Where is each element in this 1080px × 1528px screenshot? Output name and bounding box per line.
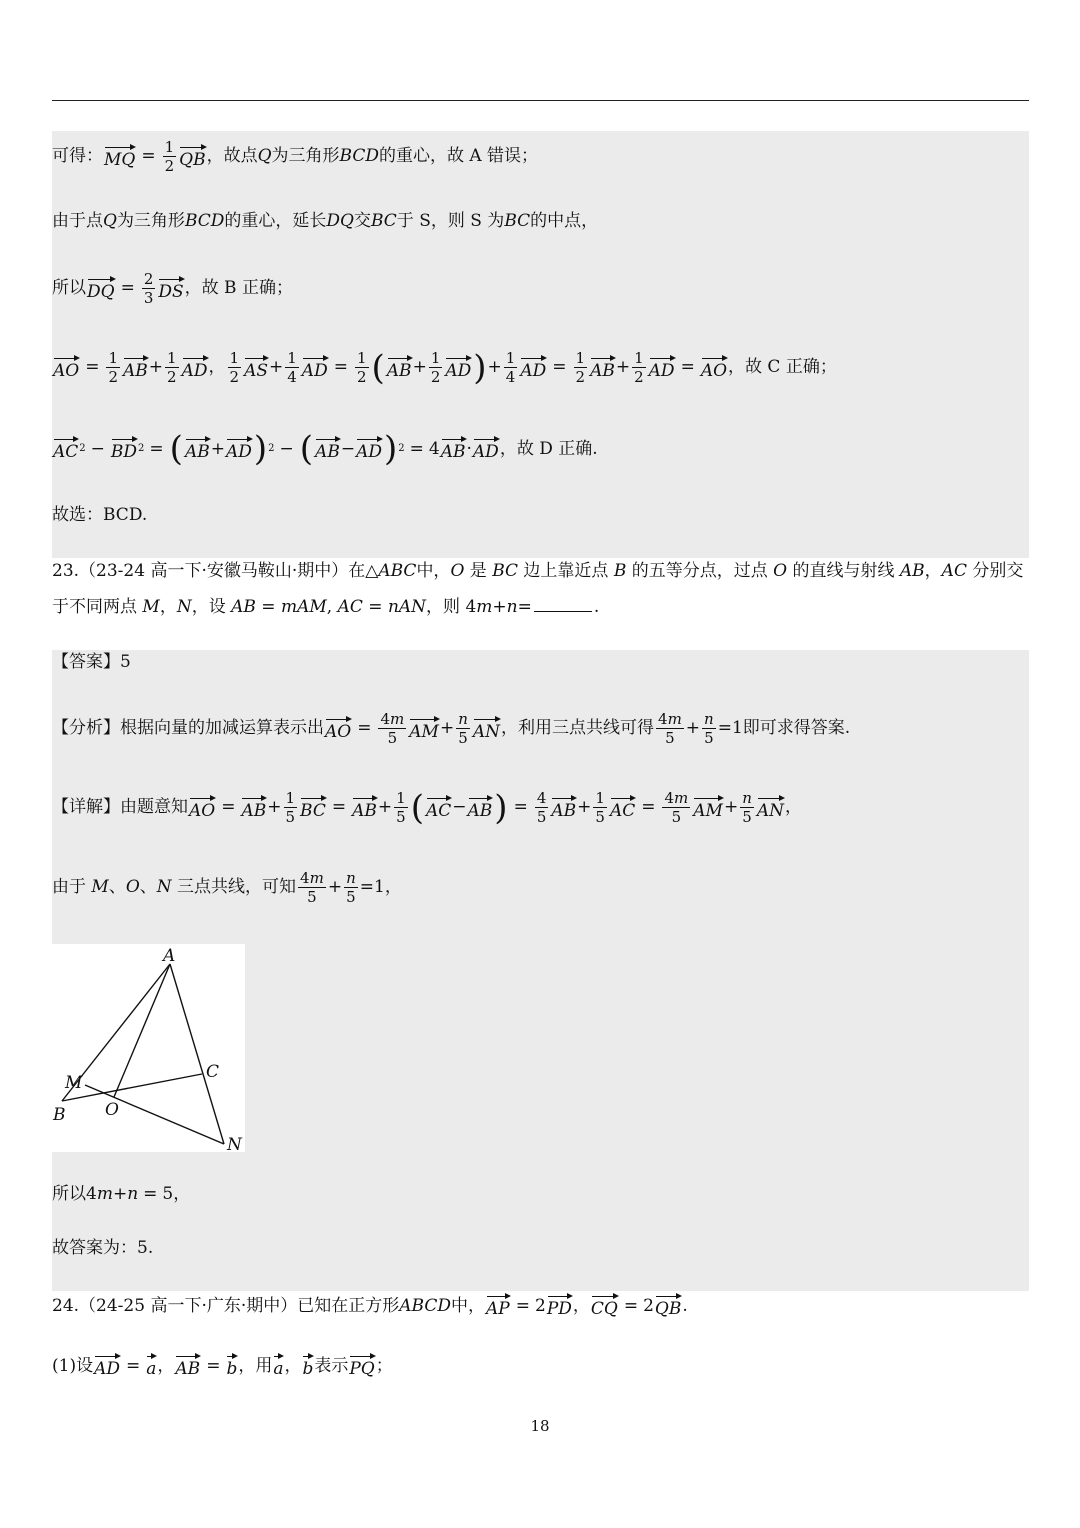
sol22-line5: AC 2 − BD 2 = ( AB + AD ) 2 − ( AB − AD ) 2 = 4 AB · AD ，故 D 正确. <box>53 429 598 469</box>
triangle-diagram <box>52 944 245 1152</box>
triangle-figure <box>52 944 245 1152</box>
question-23: 23.（23-24 高一下·安徽马鞍山·期中）在△ABC中，O 是 BC 边上靠近点 B 的五等分点，过点 O 的直线与射线 AB，AC 分别交于不同两点 M，N，设 AB = mAM, AC = nAN，则 4m+n= . <box>52 561 1024 617</box>
analysis-line: 【分析】 根据向量的加减运算表示出 AO = $\frac{4m}{5}$ AM + $\frac{n}{5}$ AN ，利用三点共线可得 $\frac{4m}{5}$ + $\frac{n}{5}$ =1 即可求得答案. <box>52 710 851 747</box>
segment-BC <box>62 1074 202 1101</box>
page-number: 18 <box>530 1417 550 1435</box>
answer-blank <box>534 595 592 612</box>
sol22-line2: 由于点 Q 为三角形 BCD 的重心，延长 DQ 交 BC 于 S，则 S 为 BC 的中点， <box>52 211 599 231</box>
segment-AO <box>114 964 170 1097</box>
header-rule <box>52 100 1029 101</box>
label-A: A <box>163 946 176 966</box>
final-answer-line: 故答案为：5. <box>52 1238 154 1258</box>
sol22-line1: 可得： MQ = $\frac{1}{2}$ QB ，故点 Q 为三角形 BCD 的重心，故 A 错误； <box>52 138 539 175</box>
label-N: N <box>227 1135 242 1152</box>
label-C: C <box>206 1062 220 1082</box>
collinear-line: 由于 M 、 O 、 N 三点共线，可知 $\frac{4m}{5}$ + $\frac{n}{5}$ =1 ， <box>52 869 402 906</box>
answer-line: 【答案】 5 <box>52 652 131 672</box>
question-24-part1: (1)设 AD = a ， AB = b ，用 a ， b 表示 PQ ； <box>52 1355 393 1379</box>
edge-AN <box>170 964 224 1144</box>
question-24: 24. （24-25 高一下·广东·期中） 已知在正方形 ABCD 中， AP = 2 PD ， CQ = 2 QB . <box>52 1295 688 1319</box>
detail-line: 【详解】 由题意知 AO = AB + $\frac{1}{5}$ BC = AB + $\frac{1}{5}$ ( AC − AB ) = $\frac{4}{5}$ AB + $\frac{1}{5}$ AC = $\frac{4m}{5}$ AM + $\frac{n}{5}$ AN ， <box>52 787 803 828</box>
sol22-line3: 所以 DQ = $\frac{2}{3}$ DS ，故 B 正确； <box>52 270 293 307</box>
so-line: 所以 4 m + n = 5 ， <box>52 1184 191 1204</box>
label-O: O <box>105 1100 119 1120</box>
sol22-line4: AO = $\frac{1}{2}$ AB + $\frac{1}{2}$ AD ， $\frac{1}{2}$ AS + $\frac{1}{4}$ AD = $\frac{1}{2}$ ( AB + $\frac{1}{2}$ AD ) + $\frac{1}{4}$ AD = $\frac{1}{2}$ AB + $\frac{1}{2}$ AD = AO ，故 C 正确； <box>53 347 837 388</box>
label-B: B <box>53 1105 66 1125</box>
solution-shade-22 <box>52 131 1029 558</box>
label-M: M <box>65 1073 83 1093</box>
sol22-line6: 故选：BCD. <box>52 505 148 525</box>
